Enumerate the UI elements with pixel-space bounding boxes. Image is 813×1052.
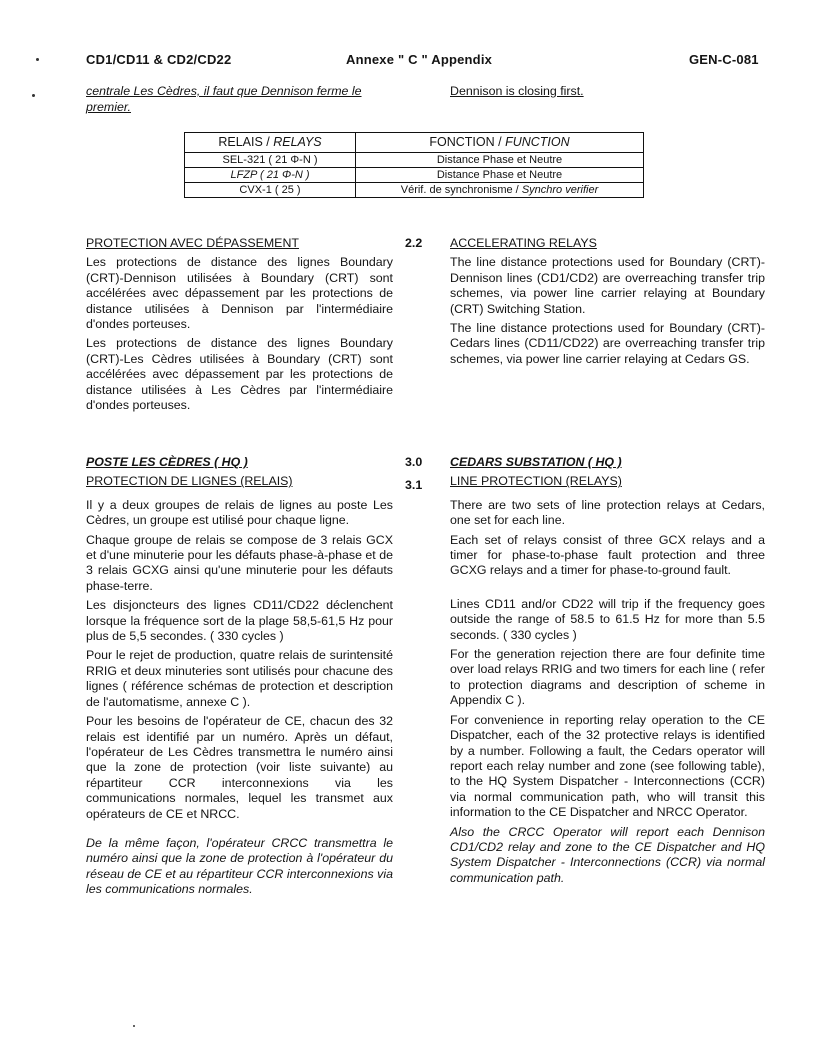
paragraph-fr: Chaque groupe de relais se compose de 3 relais GCX et d'une minuterie pour les défauts phase-à-phase et de 3 relais GCXG ainsi qu'une minuterie pour les défauts phase-terre. xyxy=(86,532,393,593)
paragraph-fr: De la même façon, l'opérateur CRCC transmettra le numéro ainsi que la zone de protection à l'opérateur du réseau de CE et au répartiteur CCR interconnexions via les communications normales. xyxy=(86,835,393,897)
right-column-accel xyxy=(450,236,765,371)
heading-fr-protection: PROTECTION DE LIGNES (RELAIS) xyxy=(86,474,293,489)
paragraph-fr: Les protections de distance des lignes Boundary (CRT)-Dennison utilisées à Boundary (CRT) sont accélérées avec dépassement par les protections de distance utilisées à Dennison par l'intermédiaire d'ondes porteuses. xyxy=(86,255,393,332)
paragraph-fr: Les disjoncteurs des lignes CD11/CD22 déclenchent lorsque la fréquence sort de la plage 58,5-61,5 Hz pour plus de 5,5 secondes. ( 330 cycles ) xyxy=(86,598,393,644)
paragraph-en: Also the CRCC Operator will report each Dennison CD1/CD2 relay and zone to the CE Dispatcher and HQ System Dispatcher - Interconnections (CCR) via normal communication path. xyxy=(450,824,765,885)
heading-fr-accel: PROTECTION AVEC DÉPASSEMENT xyxy=(86,236,299,250)
intro-en: Dennison is closing first. xyxy=(450,84,584,98)
table-cell-relay: LFZP ( 21 Φ-N ) xyxy=(185,168,356,183)
table-cell-function: Vérif. de synchronisme / Synchro verifier xyxy=(356,183,644,198)
heading-fr-poste: POSTE LES CÈDRES ( HQ ) xyxy=(86,455,248,469)
paragraph-en: There are two sets of line protection relays at Cedars, one set for each line. xyxy=(450,497,765,528)
scan-speck xyxy=(32,94,35,97)
intro-fr-line2: premier. xyxy=(86,100,131,114)
header-annex: Annexe " C " Appendix xyxy=(346,52,493,67)
paragraph-fr: Il y a deux groupes de relais de lignes au poste Les Cèdres, un groupe est utilisé pour chaque ligne. xyxy=(86,497,393,528)
table-row xyxy=(185,168,644,183)
paragraph-en: For convenience in reporting relay operation to the CE Dispatcher, each of the 32 protective relays is identified by a number. Following a fault, the Cedars operator will report each relay number and zone (see following table), to the HQ System Dispatcher - Interconnections (CCR) via normal communication path, who will transit this information to the CE Dispatcher and NRCC Operator. xyxy=(450,712,765,820)
paragraph-en: Lines CD11 and/or CD22 will trip if the frequency goes outside the range of 58.5 to 61.5 Hz for more than 5.5 seconds. ( 330 cycles ) xyxy=(450,596,765,642)
header-doc-id: CD1/CD11 & CD2/CD22 xyxy=(86,52,232,67)
table-cell-function: Distance Phase et Neutre xyxy=(356,168,644,183)
table-cell-function: Distance Phase et Neutre xyxy=(356,153,644,168)
paragraph-fr: Pour les besoins de l'opérateur de CE, chacun des 32 relais est identifié par un numéro. Après un défaut, l'opérateur de Les Cèdres transmettra le numéro ainsi que la zone de protection (voir liste suivante) au répartiteur CCR interconnexions via les communications normales, lequel les transmet aux opérateurs de CE et NRCC. xyxy=(86,714,393,821)
header-page-code: GEN-C-081 xyxy=(689,52,759,67)
paragraph-fr: Les protections de distance des lignes Boundary (CRT)-Les Cèdres utilisées à Boundary (CRT) sont accélérées avec dépassement par les protections de distance utilisées à Les Cèdres par l'intermédiaire d'ondes porteuses. xyxy=(86,336,393,413)
heading-en-accel: ACCELERATING RELAYS xyxy=(450,236,597,250)
scan-speck xyxy=(36,58,39,61)
paragraph-en: For the generation rejection there are four definite time over load relays RRIG and two timers for each line ( refer to protection diagrams and description of scheme in Appendix C ). xyxy=(450,647,765,708)
heading-en-line-protection: LINE PROTECTION (RELAYS) xyxy=(450,474,622,489)
heading-en-substation: CEDARS SUBSTATION ( HQ ) xyxy=(450,455,622,469)
table-header-function: FONCTION / FUNCTION xyxy=(356,133,644,153)
table-cell-relay: SEL-321 ( 21 Φ-N ) xyxy=(185,153,356,168)
relay-function-table xyxy=(184,132,644,198)
paragraph-en: The line distance protections used for Boundary (CRT)-Dennison lines (CD1/CD2) are overreaching transfer trip schemes, via power line carrier relaying at Boundary (CRT) Switching Station. xyxy=(450,255,765,316)
table-cell-relay: CVX-1 ( 25 ) xyxy=(185,183,356,198)
left-column-accel xyxy=(86,236,393,417)
section-number: 3.0 xyxy=(405,455,423,469)
section-number: 3.1 xyxy=(405,478,423,492)
paragraph-en: The line distance protections used for Boundary (CRT)-Cedars lines (CD11/CD22) are overreaching transfer trip schemes, via power line carrier relaying at Cedars GS. xyxy=(450,321,765,366)
table-row xyxy=(185,183,644,198)
right-column-cedars xyxy=(450,455,765,890)
table-header-row xyxy=(185,133,644,153)
table-row xyxy=(185,153,644,168)
intro-fr-line1: centrale Les Cèdres, il faut que Dennison ferme le xyxy=(86,84,362,98)
left-column-poste xyxy=(86,455,393,902)
table-header-relay: RELAIS / RELAYS xyxy=(185,133,356,153)
scan-speck xyxy=(133,1025,135,1027)
paragraph-fr: Pour le rejet de production, quatre relais de surintensité RRIG et deux minuteries sont utilisés pour chacune des lignes ( référence schémas de protection et description de l'automatisme, annexe C ). xyxy=(86,648,393,709)
paragraph-en: Each set of relays consist of three GCX relays and a timer for phase-to-phase fault protection and three GCXG relays and a timer for phase-to-ground fault. xyxy=(450,532,765,578)
section-number: 2.2 xyxy=(405,236,423,250)
